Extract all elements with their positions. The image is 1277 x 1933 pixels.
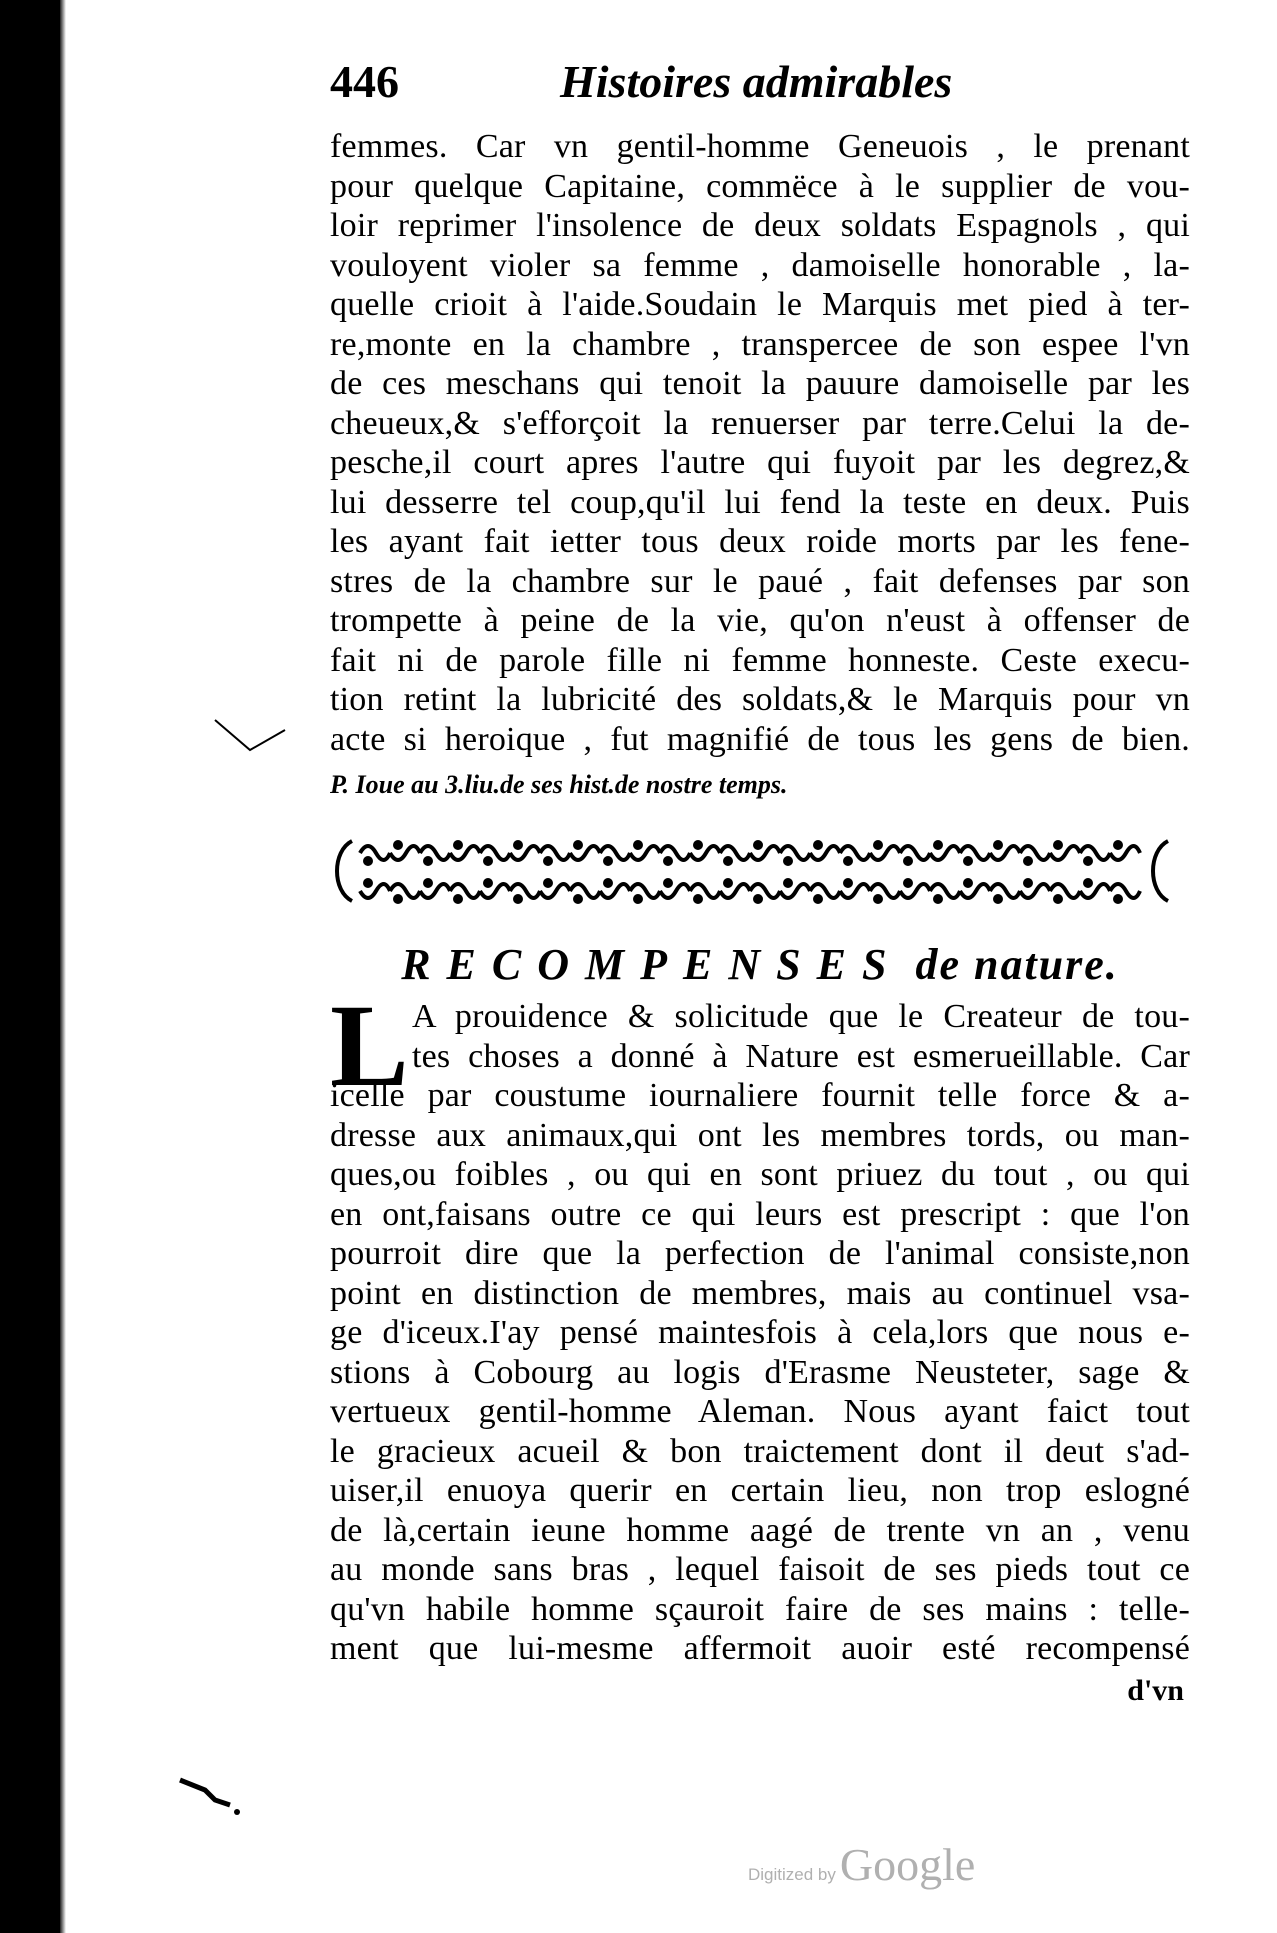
decorative-ornament-band <box>330 823 1190 923</box>
drop-cap: L <box>330 980 409 1111</box>
running-head: Histoires admirables <box>560 56 953 107</box>
page <box>330 55 1190 1713</box>
text-line: icelle par coustume iournaliere fournit telle force & a- <box>330 1077 1190 1114</box>
section-paragraph <box>330 980 1190 1669</box>
section-title-rest: de nature. <box>915 940 1119 989</box>
text-line: vouloyent violer sa femme , damoiselle honorable , la- <box>330 246 1190 284</box>
scan-gutter-edge <box>60 0 66 1933</box>
text-line: ge d'iceux.I'ay pensé maintesfois à cela,lors que nous e- <box>330 1314 1190 1351</box>
text-line: fait ni de parole fille ni femme honneste. Ceste execu- <box>330 641 1190 679</box>
text-line: lui desserre tel coup,qu'il lui fend la teste en deux. Puis <box>330 483 1190 521</box>
text-line: A prouidence & solicitude que le Createur de tou- <box>412 998 1190 1035</box>
scan-mark <box>210 710 290 770</box>
text-line: point en distinction de membres, mais au continuel vsa- <box>330 1274 1190 1312</box>
section-title-caps: RECOMPENSES <box>401 940 903 989</box>
text-line: tes choses a donné à Nature est esmerueillable. Car <box>412 1037 1190 1075</box>
text-line: en ont,faisans outre ce qui leurs est prescript : que l'on <box>330 1195 1190 1233</box>
page-header <box>330 55 1190 127</box>
text-line: quelle crioit à l'aide.Soudain le Marquis met pied à ter- <box>330 286 1190 323</box>
catchword: d'vn <box>1127 1673 1184 1707</box>
citation: P. Ioue au 3.liu.de ses hist.de nostre temps. <box>330 770 788 799</box>
text-line: dresse aux animaux,qui ont les membres tords, ou man- <box>330 1116 1190 1154</box>
text-line: pour quelque Capitaine, commëce à le supplier de vou- <box>330 167 1190 205</box>
scan-mark-smudge <box>175 1770 245 1820</box>
text-line: de ces meschans qui tenoit la pauure damoiselle par les <box>330 365 1190 402</box>
scan-gutter <box>0 0 60 1933</box>
text-line: le gracieux acueil & bon traictement dont il deut s'ad- <box>330 1432 1190 1470</box>
page-number: 446 <box>330 56 399 107</box>
upper-paragraph <box>330 127 1190 759</box>
watermark-prefix: Digitized by <box>748 1865 836 1884</box>
text-line: tion retint la lubricité des soldats,& le Marquis pour vn <box>330 681 1190 718</box>
text-line: de là,certain ieune homme aagé de trente vn an , venu <box>330 1511 1190 1549</box>
text-line: re,monte en la chambre , transpercee de son espee l'vn <box>330 325 1190 363</box>
text-line: pesche,il court apres l'autre qui fuyoit par les degrez,& <box>330 444 1190 481</box>
text-line: stions à Cobourg au logis d'Erasme Neusteter, sage & <box>330 1353 1190 1391</box>
text-line: femmes. Car vn gentil-homme Geneuois , le prenant <box>330 128 1190 165</box>
text-line: loir reprimer l'insolence de deux soldats Espagnols , qui <box>330 207 1190 244</box>
text-line: cheueux,& s'efforçoit la renuerser par terre.Celui la de- <box>330 404 1190 442</box>
text-line: pourroit dire que la perfection de l'animal consiste,non <box>330 1235 1190 1272</box>
text-line: uiser,il enuoya querir en certain lieu, non trop eslogné <box>330 1472 1190 1509</box>
text-line: ment que lui-mesme affermoit auoir esté recompensé <box>330 1630 1190 1667</box>
text-line: au monde sans bras , lequel faisoit de ses pieds tout ce <box>330 1551 1190 1588</box>
text-line: les ayant fait ietter tous deux roide morts par les fene- <box>330 523 1190 560</box>
text-line: vertueux gentil-homme Aleman. Nous ayant faict tout <box>330 1393 1190 1430</box>
section-body <box>330 980 1190 1669</box>
text-line: qu'vn habile homme sçauroit faire de ses mains : telle- <box>330 1590 1190 1628</box>
text-line: trompette à peine de la vie, qu'on n'eust à offenser de <box>330 602 1190 639</box>
text-line: acte si heroique , fut magnifié de tous les gens de bien. <box>330 720 1190 758</box>
digitized-watermark <box>748 1838 975 1891</box>
text-line: ques,ou foibles , ou qui en sont priuez du tout , ou qui <box>330 1156 1190 1193</box>
google-logo: Google <box>839 1839 976 1890</box>
text-line: stres de la chambre sur le paué , fait defenses par son <box>330 562 1190 600</box>
section-title <box>330 933 1190 997</box>
